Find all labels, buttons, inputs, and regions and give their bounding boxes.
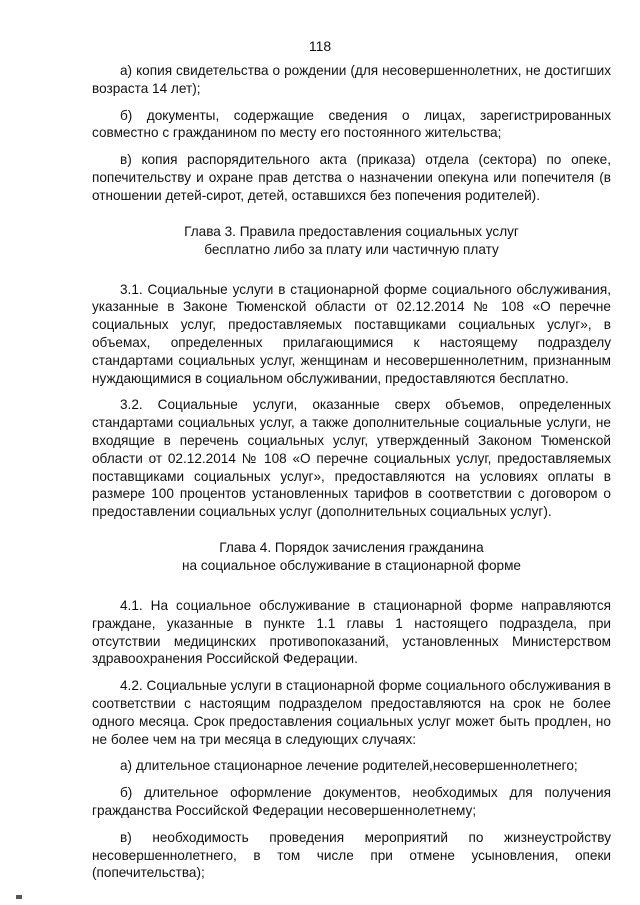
page-number: 118 <box>308 38 332 54</box>
paragraph-a: а) копия свидетельства о рождении (для несовершеннолетних, не достигших возраста 14 лет); <box>92 63 611 96</box>
chapter-4-title-line-1: Глава 4. Порядок зачисления гражданина <box>219 539 484 555</box>
scan-mark <box>16 895 22 899</box>
chapter-4-heading <box>92 539 611 575</box>
paragraph-3-2: 3.2. Социальные услуги, оказанные сверх объемов, определенных стандартами социальных услуг, а также дополнительные социальные услуги, не входящие в перечень социальных услуг, утвержденный Законом Тюменской области от 02.12.2014 № 108 «О перечне социальных услуг, предоставляемых поставщиками социальных услуг», предоставляются на условиях оплаты в размере 100 процентов установленных тарифов в соответствии с договором о предоставлении социальных услуг (дополнительных социальных услуг). <box>92 397 611 520</box>
paragraph-4-2: 4.2. Социальные услуги в стационарной форме социального обслуживания в соответствии с настоящим подразделом предоставляются на срок не более одного месяца. Срок предоставления социальных услуг может быть продлен, но не более чем на три месяца в следующих случаях: <box>92 678 611 747</box>
chapter-3-title-line-2: бесплатно либо за плату или частичную плату <box>204 241 499 257</box>
paragraph-4-2-a: а) длительное стационарное лечение родителей,несовершеннолетнего; <box>120 758 578 774</box>
paragraph-4-1: 4.1. На социальное обслуживание в стационарной форме направляются граждане, указанные в пункте 1.1 главы 1 настоящего подраздела, при отсутствии медицинских противопоказаний, установленных Министерством здравоохранения Российской Федерации. <box>92 597 611 667</box>
chapter-4-title-line-2: на социальное обслуживание в стационарной форме <box>182 557 521 573</box>
document-body <box>92 62 611 891</box>
chapter-3-heading <box>92 223 611 259</box>
paragraph-b: б) документы, содержащие сведения о лицах, зарегистрированных совместно с гражданином по месту его постоянного жительства; <box>92 107 611 141</box>
paragraph-4-2-b: б) длительное оформление документов, необходимых для получения гражданства Российской Федерации несовершеннолетнему; <box>92 785 611 818</box>
paragraph-c: в) копия распорядительного акта (приказа) отдела (сектора) по опеке, попечительству и охране прав детства о назначении опекуна или попечителя (в отношении детей-сирот, детей, оставшихся без попечения родителей). <box>92 152 611 203</box>
chapter-3-title-line-1: Глава 3. Правила предоставления социальных услуг <box>184 223 519 239</box>
paragraph-3-1: 3.1. Социальные услуги в стационарной форме социального обслуживания, указанные в Законе Тюменской области от 02.12.2014 № 108 «О перечне социальных услуг, предоставляемых поставщиками социальных услуг», в объемах, определенных прилагающимися к настоящему подразделу стандартами социальных услуг, женщинам и несовершеннолетним, признанным нуждающимися в социальном обслуживании, предоставляются бесплатно. <box>92 281 611 386</box>
paragraph-4-2-c: в) необходимость проведения мероприятий по жизнеустройству несовершеннолетнего, в том числе при отмене усыновления, опеки (попечительства); <box>92 829 611 881</box>
